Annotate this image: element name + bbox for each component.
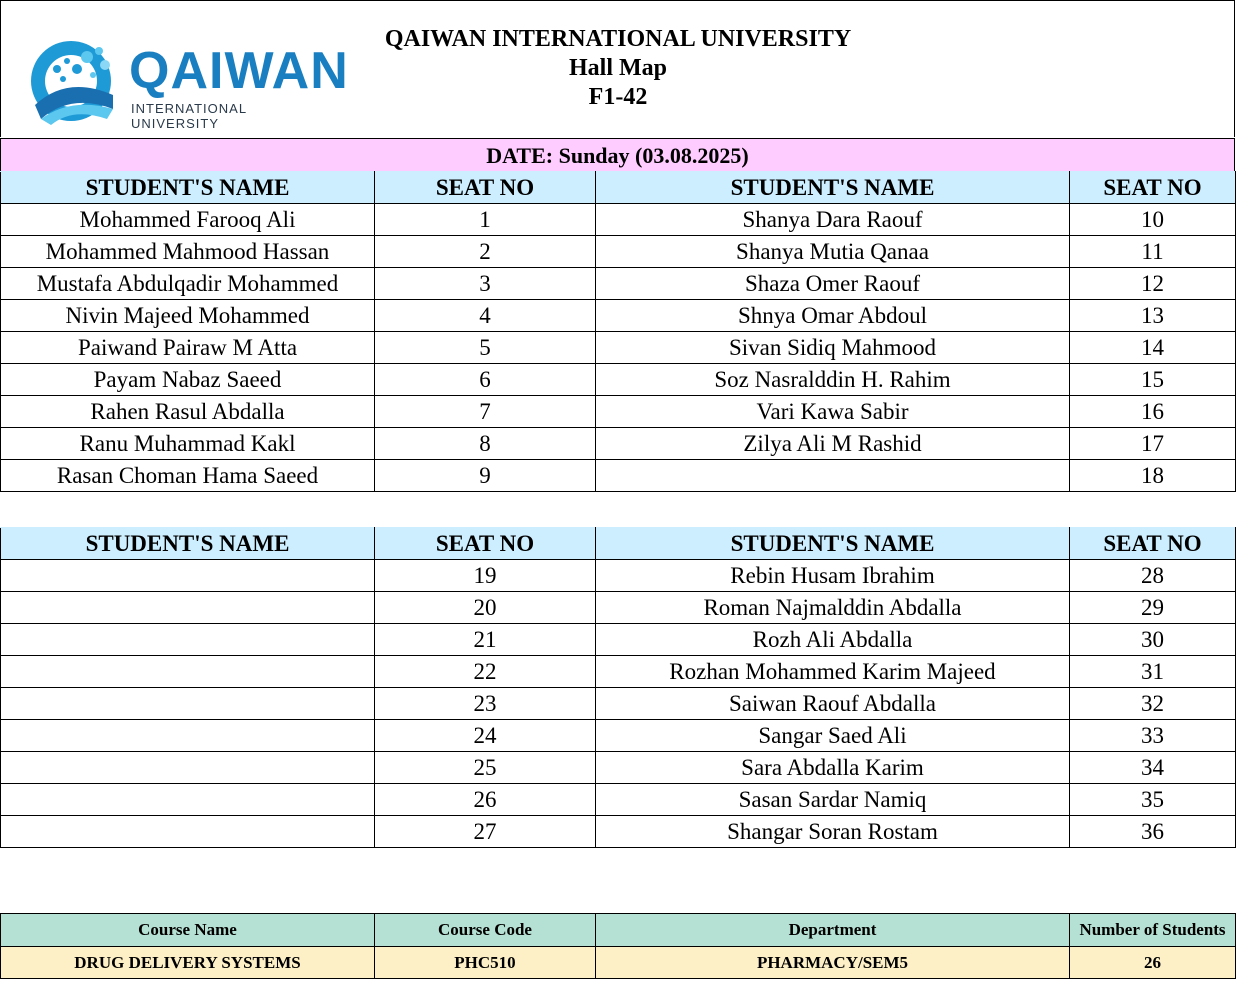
hall-code: F1-42 <box>588 84 648 110</box>
table-row <box>1 752 1236 784</box>
column-header-seat-no: SEAT NO <box>375 172 596 204</box>
seat-number-cell: 6 <box>375 364 596 396</box>
seat-number-cell: 13 <box>1070 300 1236 332</box>
seating-table-body <box>1 204 1236 492</box>
student-name-cell <box>1 656 375 688</box>
seat-number-cell: 35 <box>1070 784 1236 816</box>
student-name-cell <box>1 784 375 816</box>
student-name-cell: Saiwan Raouf Abdalla <box>596 688 1070 720</box>
table-row <box>1 560 1236 592</box>
seat-number-cell: 17 <box>1070 428 1236 460</box>
table-row <box>1 396 1236 428</box>
university-logo <box>27 35 349 131</box>
seat-number-cell: 21 <box>375 624 596 656</box>
table-row <box>1 236 1236 268</box>
student-name-cell <box>1 592 375 624</box>
seat-number-cell: 26 <box>375 784 596 816</box>
column-header-student-name: STUDENT'S NAME <box>596 528 1070 560</box>
department-header: Department <box>596 914 1070 947</box>
column-header-student-name: STUDENT'S NAME <box>1 528 375 560</box>
logo-emblem-icon <box>27 35 119 127</box>
seat-number-cell: 3 <box>375 268 596 300</box>
department: PHARMACY/SEM5 <box>596 947 1070 979</box>
course-code-header: Course Code <box>375 914 596 947</box>
student-name-cell <box>1 816 375 848</box>
student-name-cell: Soz Nasralddin H. Rahim <box>596 364 1070 396</box>
table-row <box>1 784 1236 816</box>
student-name-cell: Sasan Sardar Namiq <box>596 784 1070 816</box>
table-row <box>1 592 1236 624</box>
course-name: DRUG DELIVERY SYSTEMS <box>1 947 375 979</box>
student-name-cell: Rozh Ali Abdalla <box>596 624 1070 656</box>
seating-table-1 <box>0 171 1236 492</box>
column-header-seat-no: SEAT NO <box>1070 172 1236 204</box>
student-name-cell: Shaza Omer Raouf <box>596 268 1070 300</box>
seat-number-cell: 7 <box>375 396 596 428</box>
student-name-cell <box>1 624 375 656</box>
page-header <box>0 0 1235 137</box>
student-name-cell: Rasan Choman Hama Saeed <box>1 460 375 492</box>
column-header-seat-no: SEAT NO <box>1070 528 1236 560</box>
student-name-cell: Rahen Rasul Abdalla <box>1 396 375 428</box>
seat-number-cell: 23 <box>375 688 596 720</box>
student-name-cell <box>1 752 375 784</box>
seat-number-cell: 32 <box>1070 688 1236 720</box>
seat-number-cell: 19 <box>375 560 596 592</box>
seat-number-cell: 11 <box>1070 236 1236 268</box>
student-name-cell: Roman Najmalddin Abdalla <box>596 592 1070 624</box>
student-name-cell <box>1 688 375 720</box>
seat-number-cell: 28 <box>1070 560 1236 592</box>
student-name-cell: Sangar Saed Ali <box>596 720 1070 752</box>
table-row <box>1 204 1236 236</box>
exam-date-bar: DATE: Sunday (03.08.2025) <box>0 138 1235 171</box>
seat-number-cell: 18 <box>1070 460 1236 492</box>
student-name-cell: Paiwand Pairaw M Atta <box>1 332 375 364</box>
student-name-cell: Nivin Majeed Mohammed <box>1 300 375 332</box>
header-titles <box>301 25 935 112</box>
logo-subtitle: INTERNATIONAL UNIVERSITY <box>131 101 247 131</box>
seat-number-cell: 30 <box>1070 624 1236 656</box>
student-name-cell: Zilya Ali M Rashid <box>596 428 1070 460</box>
seat-number-cell: 16 <box>1070 396 1236 428</box>
seat-number-cell: 33 <box>1070 720 1236 752</box>
student-name-cell: Mustafa Abdulqadir Mohammed <box>1 268 375 300</box>
logo-wordmark: QAIWAN <box>129 42 349 100</box>
student-name-cell: Rebin Husam Ibrahim <box>596 560 1070 592</box>
course-name-header: Course Name <box>1 914 375 947</box>
table-row <box>1 428 1236 460</box>
course-info-row <box>1 947 1236 979</box>
student-name-cell <box>596 460 1070 492</box>
student-name-cell: Mohammed Mahmood Hassan <box>1 236 375 268</box>
seat-number-cell: 12 <box>1070 268 1236 300</box>
student-name-cell: Sivan Sidiq Mahmood <box>596 332 1070 364</box>
column-header-seat-no: SEAT NO <box>375 528 596 560</box>
table-row <box>1 364 1236 396</box>
seat-number-cell: 15 <box>1070 364 1236 396</box>
seat-number-cell: 2 <box>375 236 596 268</box>
course-header-row <box>1 914 1236 947</box>
column-header-student-name: STUDENT'S NAME <box>596 172 1070 204</box>
column-header-student-name: STUDENT'S NAME <box>1 172 375 204</box>
table-row <box>1 656 1236 688</box>
seat-number-cell: 14 <box>1070 332 1236 364</box>
table-row <box>1 720 1236 752</box>
seat-number-cell: 5 <box>375 332 596 364</box>
student-name-cell: Rozhan Mohammed Karim Majeed <box>596 656 1070 688</box>
student-name-cell: Ranu Muhammad Kakl <box>1 428 375 460</box>
seat-number-cell: 9 <box>375 460 596 492</box>
student-count-header: Number of Students <box>1070 914 1236 947</box>
student-count: 26 <box>1070 947 1236 979</box>
course-code: PHC510 <box>375 947 596 979</box>
student-name-cell: Payam Nabaz Saeed <box>1 364 375 396</box>
student-name-cell: Shanya Dara Raouf <box>596 204 1070 236</box>
table-row <box>1 300 1236 332</box>
seating-table-body <box>1 560 1236 848</box>
seating-table-2 <box>0 527 1236 848</box>
table-header-row <box>1 528 1236 560</box>
student-name-cell: Shanya Mutia Qanaa <box>596 236 1070 268</box>
university-title: QAIWAN INTERNATIONAL UNIVERSITY <box>384 26 852 52</box>
seat-number-cell: 8 <box>375 428 596 460</box>
seat-number-cell: 31 <box>1070 656 1236 688</box>
seat-number-cell: 1 <box>375 204 596 236</box>
seat-number-cell: 4 <box>375 300 596 332</box>
student-name-cell <box>1 720 375 752</box>
student-name-cell <box>1 560 375 592</box>
table-header-row <box>1 172 1236 204</box>
student-name-cell: Shnya Omar Abdoul <box>596 300 1070 332</box>
table-row <box>1 460 1236 492</box>
seat-number-cell: 29 <box>1070 592 1236 624</box>
table-row <box>1 816 1236 848</box>
table-row <box>1 688 1236 720</box>
seat-number-cell: 25 <box>375 752 596 784</box>
seat-number-cell: 20 <box>375 592 596 624</box>
seat-number-cell: 10 <box>1070 204 1236 236</box>
seat-number-cell: 27 <box>375 816 596 848</box>
student-name-cell: Vari Kawa Sabir <box>596 396 1070 428</box>
table-row <box>1 268 1236 300</box>
course-info-table <box>0 913 1236 979</box>
seat-number-cell: 24 <box>375 720 596 752</box>
table-row <box>1 624 1236 656</box>
table-row <box>1 332 1236 364</box>
seat-number-cell: 22 <box>375 656 596 688</box>
seat-number-cell: 34 <box>1070 752 1236 784</box>
student-name-cell: Shangar Soran Rostam <box>596 816 1070 848</box>
hall-map-title: Hall Map <box>568 55 667 81</box>
student-name-cell: Mohammed Farooq Ali <box>1 204 375 236</box>
student-name-cell: Sara Abdalla Karim <box>596 752 1070 784</box>
seat-number-cell: 36 <box>1070 816 1236 848</box>
